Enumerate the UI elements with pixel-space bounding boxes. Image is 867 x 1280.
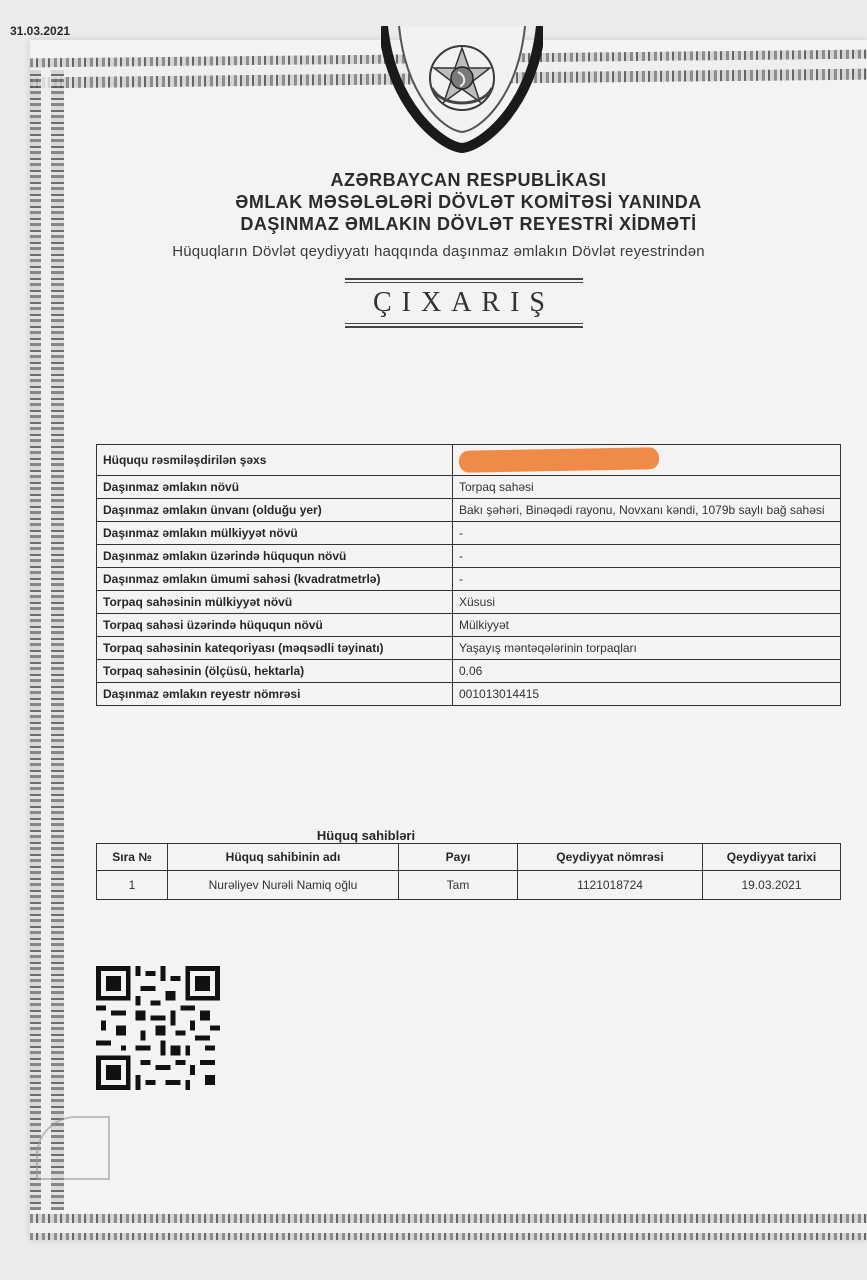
table-row: [97, 568, 841, 591]
row-value: Mülkiyyət: [453, 614, 841, 637]
row-label: Daşınmaz əmlakın ümumi sahəsi (kvadratmetrlə): [97, 568, 453, 591]
row-label: Daşınmaz əmlakın ünvanı (olduğu yer): [97, 499, 453, 522]
row-label: Torpaq sahəsinin kateqoriyası (məqsədli təyinatı): [97, 637, 453, 660]
row-value: -: [453, 545, 841, 568]
table-row: [97, 522, 841, 545]
table-row: [97, 445, 841, 476]
header-committee: ƏMLAK MƏSƏLƏLƏRİ DÖVLƏT KOMİTƏSİ YANINDA: [235, 192, 702, 212]
registration-number: 1121018724: [518, 871, 703, 900]
row-label: Daşınmaz əmlakın üzərində hüququn növü: [97, 545, 453, 568]
row-label: Torpaq sahəsinin mülkiyyət növü: [97, 591, 453, 614]
table-row: [97, 871, 841, 900]
property-details-table: [96, 444, 841, 706]
table-row: [97, 614, 841, 637]
row-value: 001013014415: [453, 683, 841, 706]
redaction-mark: [459, 447, 659, 472]
header-subtitle: Hüquqların Dövlət qeydiyyatı haqqında daşınmaz əmlakın Dövlət reyestrindən: [172, 243, 705, 260]
row-value: Yaşayış məntəqələrinin torpaqları: [453, 637, 841, 660]
owner-share: Tam: [399, 871, 518, 900]
column-header: Sıra №: [97, 844, 168, 871]
header-service: DAŞINMAZ ƏMLAKIN DÖVLƏT REYESTRİ XİDMƏTİ: [240, 214, 697, 234]
row-value: 0.06: [453, 660, 841, 683]
row-label: Hüququ rəsmiləşdirilən şəxs: [97, 445, 453, 476]
row-value-redacted: [453, 445, 841, 476]
certificate-page: [30, 40, 867, 1240]
row-value: Bakı şəhəri, Binəqədi rayonu, Novxanı kəndi, 1079b saylı bağ sahəsi: [453, 499, 841, 522]
table-row: [97, 660, 841, 683]
row-label: Daşınmaz əmlakın reyestr nömrəsi: [97, 683, 453, 706]
row-value: Torpaq sahəsi: [453, 476, 841, 499]
row-value: Xüsusi: [453, 591, 841, 614]
owners-table: [96, 843, 841, 900]
owner-name: Nurəliyev Nurəli Namiq oğlu: [168, 871, 399, 900]
ornamental-border-bottom: [30, 1214, 867, 1240]
title-rule: [345, 278, 583, 280]
table-row: [97, 499, 841, 522]
qr-code-icon: [96, 966, 220, 1090]
state-emblem-icon: [381, 26, 543, 156]
title-rule: [345, 326, 583, 328]
document-header: [30, 170, 867, 260]
column-header: Qeydiyyat tarixi: [703, 844, 841, 871]
table-row: [97, 683, 841, 706]
table-row: [97, 591, 841, 614]
row-label: Daşınmaz əmlakın mülkiyyət növü: [97, 522, 453, 545]
table-row: [97, 476, 841, 499]
table-row: [97, 545, 841, 568]
owners-header-row: [97, 844, 841, 871]
registration-date: 19.03.2021: [703, 871, 841, 900]
header-country: AZƏRBAYCAN RESPUBLİKASI: [330, 170, 607, 190]
row-value: -: [453, 522, 841, 545]
owner-index: 1: [97, 871, 168, 900]
row-value: -: [453, 568, 841, 591]
date-stamp: 31.03.2021: [10, 24, 71, 38]
column-header: Qeydiyyat nömrəsi: [518, 844, 703, 871]
column-header: Payı: [399, 844, 518, 871]
owners-section-title: Hüquq sahibləri: [316, 828, 416, 843]
table-row: [97, 637, 841, 660]
row-label: Torpaq sahəsi üzərində hüququn növü: [97, 614, 453, 637]
document-title-block: [335, 278, 593, 328]
row-label: Torpaq sahəsinin (ölçüsü, hektarla): [97, 660, 453, 683]
title-rule: [345, 282, 583, 283]
document-title: ÇIXARIŞ: [372, 287, 555, 318]
column-header: Hüquq sahibinin adı: [168, 844, 399, 871]
title-rule: [345, 323, 583, 324]
row-label: Daşınmaz əmlakın növü: [97, 476, 453, 499]
